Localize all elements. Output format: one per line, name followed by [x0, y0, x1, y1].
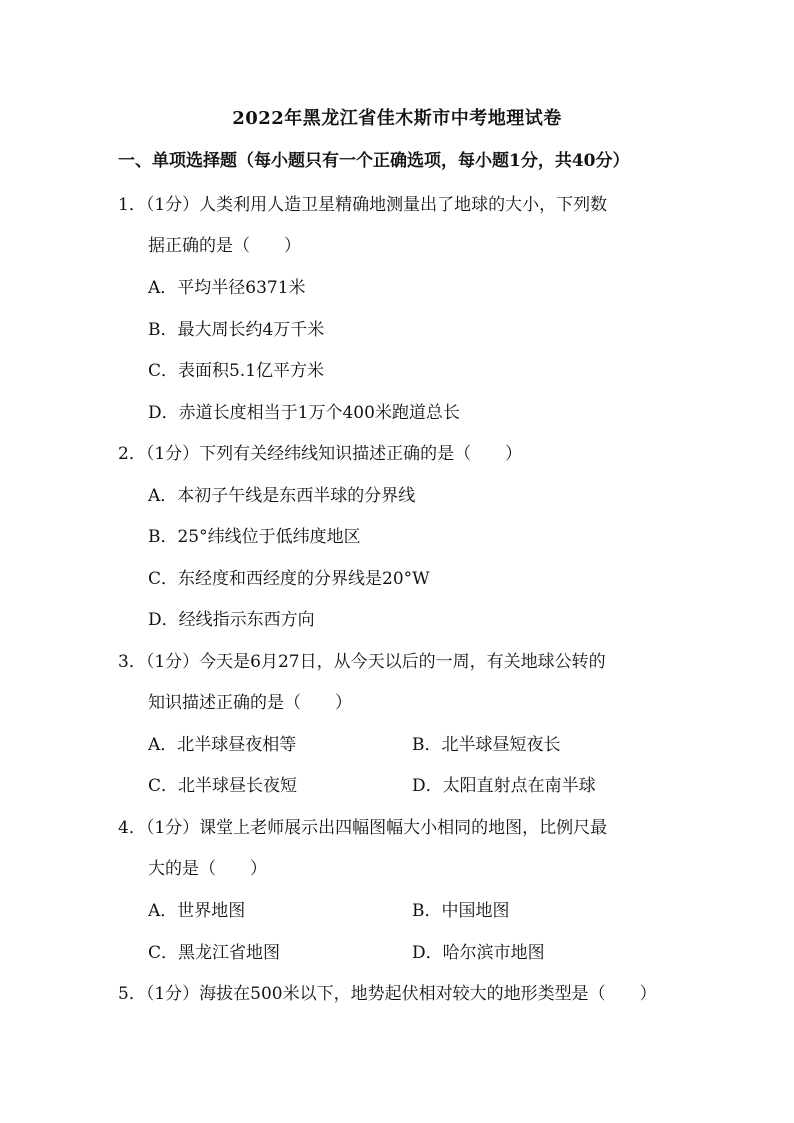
- question-2-option-a: A．本初子午线是东西半球的分界线: [148, 486, 416, 506]
- question-1-option-d: D．赤道长度相当于1万个400米跑道总长: [148, 403, 460, 423]
- question-3-option-d: D．太阳直射点在南半球: [412, 776, 596, 796]
- question-1-option-a: A．平均半径6371米: [148, 278, 306, 298]
- question-4-option-a: A．世界地图: [148, 901, 246, 921]
- page-title: 2022年黑龙江省佳木斯市中考地理试卷: [232, 108, 562, 129]
- question-3-text: 3．（1分）今天是6月27日，从今天以后的一周，有关地球公转的: [118, 652, 606, 672]
- question-4-option-c: C．黑龙江省地图: [148, 943, 281, 963]
- question-4-text-continued: 大的是（ ）: [148, 859, 267, 879]
- question-2-option-d: D．经线指示东西方向: [148, 610, 315, 630]
- question-4-option-b: B．中国地图: [412, 901, 510, 921]
- question-2-option-c: C．东经度和西经度的分界线是20°W: [148, 569, 430, 589]
- question-1-option-b: B．最大周长约4万千米: [148, 320, 325, 340]
- question-4-option-d: D．哈尔滨市地图: [412, 943, 545, 963]
- question-1-text: 1．（1分）人类利用人造卫星精确地测量出了地球的大小，下列数: [118, 195, 608, 215]
- section-heading: 一、单项选择题（每小题只有一个正确选项，每小题1分，共40分）: [118, 151, 630, 171]
- question-1-option-c: C．表面积5.1亿平方米: [148, 361, 325, 381]
- question-5-text: 5．（1分）海拔在500米以下，地势起伏相对较大的地形类型是（ ）: [118, 984, 657, 1004]
- question-2-option-b: B．25°纬线位于低纬度地区: [148, 527, 361, 547]
- question-3-option-b: B．北半球昼短夜长: [412, 735, 561, 755]
- question-1-text-continued: 据正确的是（ ）: [148, 236, 301, 256]
- question-3-option-a: A．北半球昼夜相等: [148, 735, 297, 755]
- question-4-text: 4．（1分）课堂上老师展示出四幅图幅大小相同的地图，比例尺最: [118, 818, 608, 838]
- question-3-option-c: C．北半球昼长夜短: [148, 776, 298, 796]
- question-2-text: 2．（1分）下列有关经纬线知识描述正确的是（ ）: [118, 444, 523, 464]
- question-3-text-continued: 知识描述正确的是（ ）: [148, 693, 352, 713]
